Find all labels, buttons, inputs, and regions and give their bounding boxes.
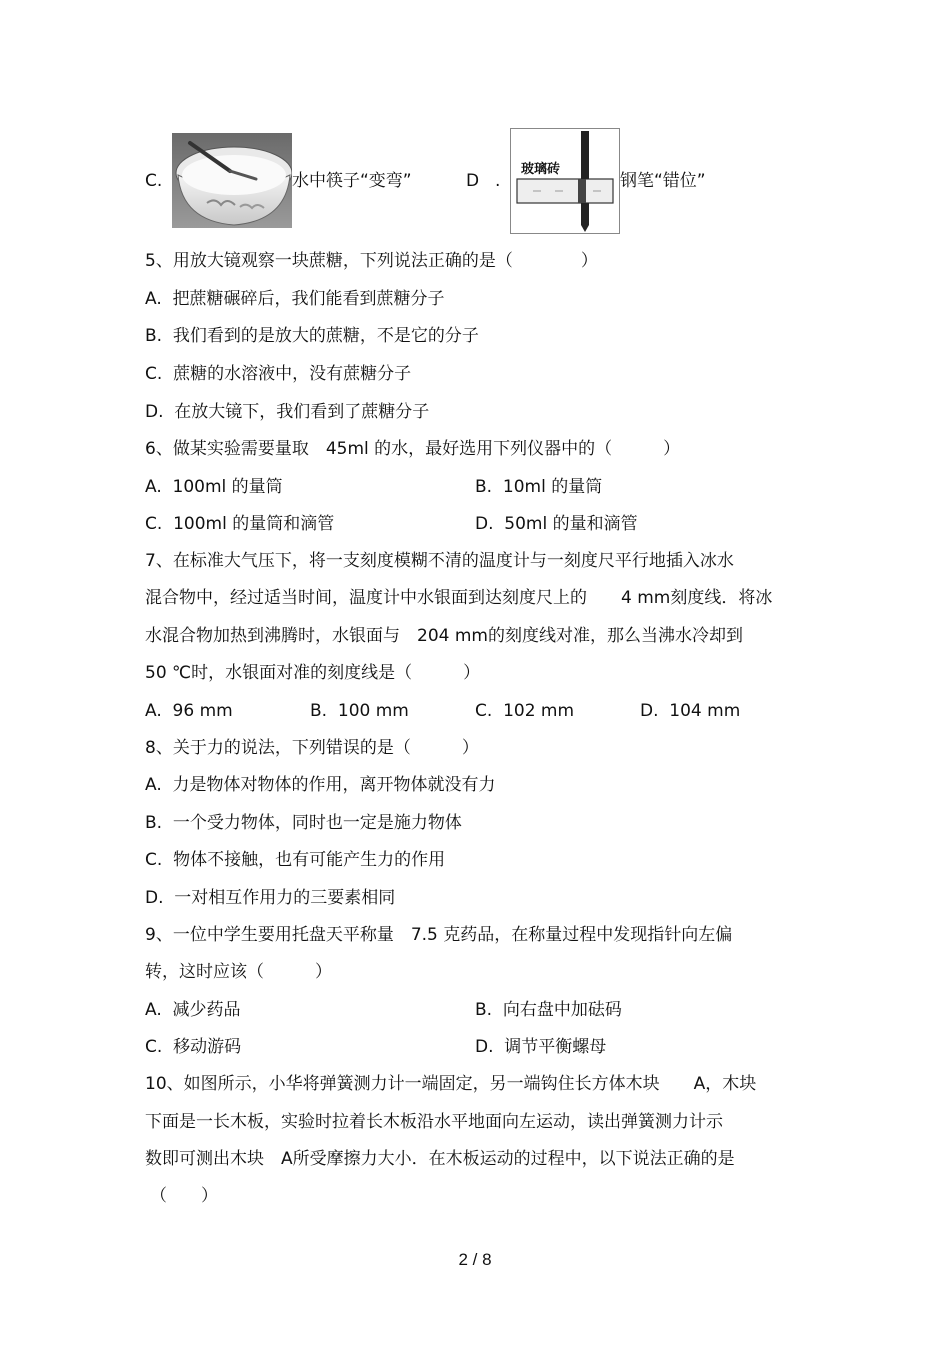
q9-stem-line-2: 转，这时应该（ ） bbox=[145, 962, 332, 982]
q10-stem-line-1: 10、如图所示，小华将弹簧测力计一端固定，另一端钩住长方体木块 A，木块 bbox=[145, 1074, 757, 1094]
q5-option-c: C. 蔗糖的水溶液中，没有蔗糖分子 bbox=[145, 364, 412, 384]
q5-option-d: D. 在放大镜下，我们看到了蔗糖分子 bbox=[145, 402, 430, 422]
q4-option-d-letter: D bbox=[466, 171, 480, 191]
q7-stem-line-2: 混合物中，经过适当时间，温度计中水银面到达刻度尺上的 4 mm刻度线．将冰 bbox=[145, 588, 773, 608]
q9-option-c: C. 移动游码 bbox=[145, 1037, 242, 1057]
q6-option-c: C. 100ml 的量筒和滴管 bbox=[145, 514, 335, 534]
q8-option-d: D. 一对相互作用力的三要素相同 bbox=[145, 888, 396, 908]
q10-stem-line-3: 数即可测出木块 A所受摩擦力大小．在木板运动的过程中，以下说法正确的是 bbox=[145, 1149, 735, 1169]
q6-option-a: A. 100ml 的量筒 bbox=[145, 477, 283, 497]
q5-option-b: B. 我们看到的是放大的蔗糖，不是它的分子 bbox=[145, 326, 479, 346]
glass-brick-label: 玻璃砖 bbox=[521, 162, 561, 177]
q8-option-c: C. 物体不接触，也有可能产生力的作用 bbox=[145, 850, 446, 870]
q4-option-c-caption: 水中筷子“变弯” bbox=[292, 171, 412, 191]
q8-option-b: B. 一个受力物体，同时也一定是施力物体 bbox=[145, 813, 462, 833]
q7-option-d: D. 104 mm bbox=[640, 701, 741, 721]
q7-option-c: C. 102 mm bbox=[475, 701, 575, 721]
q7-stem-line-4: 50 ℃时，水银面对准的刻度线是（ ） bbox=[145, 663, 481, 683]
q7-option-b: B. 100 mm bbox=[310, 701, 409, 721]
q9-option-d: D. 调节平衡螺母 bbox=[475, 1037, 607, 1057]
q10-stem-line-4: （ ） bbox=[150, 1186, 218, 1206]
q8-option-a: A. 力是物体对物体的作用，离开物体就没有力 bbox=[145, 775, 496, 795]
q4-option-c-letter: C. bbox=[145, 171, 163, 191]
q6-option-b: B. 10ml 的量筒 bbox=[475, 477, 603, 497]
glass-brick-pen-image bbox=[510, 128, 620, 234]
q8-stem: 8、关于力的说法，下列错误的是（ ） bbox=[145, 738, 479, 758]
q6-stem: 6、做某实验需要量取 45ml 的水，最好选用下列仪器中的（ ） bbox=[145, 439, 681, 459]
page-number: 2 / 8 bbox=[458, 1250, 492, 1269]
q10-stem-line-2: 下面是一长木板，实验时拉着长木板沿水平地面向左运动，读出弹簧测力计示 bbox=[145, 1112, 723, 1132]
q5-stem: 5、用放大镜观察一块蔗糖，下列说法正确的是（ ） bbox=[145, 251, 598, 271]
q4-option-d-dot: . bbox=[495, 171, 501, 191]
q9-option-a: A. 减少药品 bbox=[145, 1000, 241, 1020]
q5-option-a: A. 把蔗糖碾碎后，我们能看到蔗糖分子 bbox=[145, 289, 445, 309]
q7-option-a: A. 96 mm bbox=[145, 701, 233, 721]
q9-stem-line-1: 9、一位中学生要用托盘天平称量 7.5 克药品，在称量过程中发现指针向左偏 bbox=[145, 925, 733, 945]
q4-option-d-caption: 钢笔“错位” bbox=[620, 171, 706, 191]
q6-option-d: D. 50ml 的量和滴管 bbox=[475, 514, 638, 534]
q7-stem-line-1: 7、在标准大气压下，将一支刻度模糊不清的温度计与一刻度尺平行地插入冰水 bbox=[145, 551, 734, 571]
q7-stem-line-3: 水混合物加热到沸腾时，水银面与 204 mm的刻度线对准，那么当沸水冷却到 bbox=[145, 626, 743, 646]
q9-option-b: B. 向右盘中加砝码 bbox=[475, 1000, 622, 1020]
bowl-chopsticks-image bbox=[172, 133, 292, 228]
